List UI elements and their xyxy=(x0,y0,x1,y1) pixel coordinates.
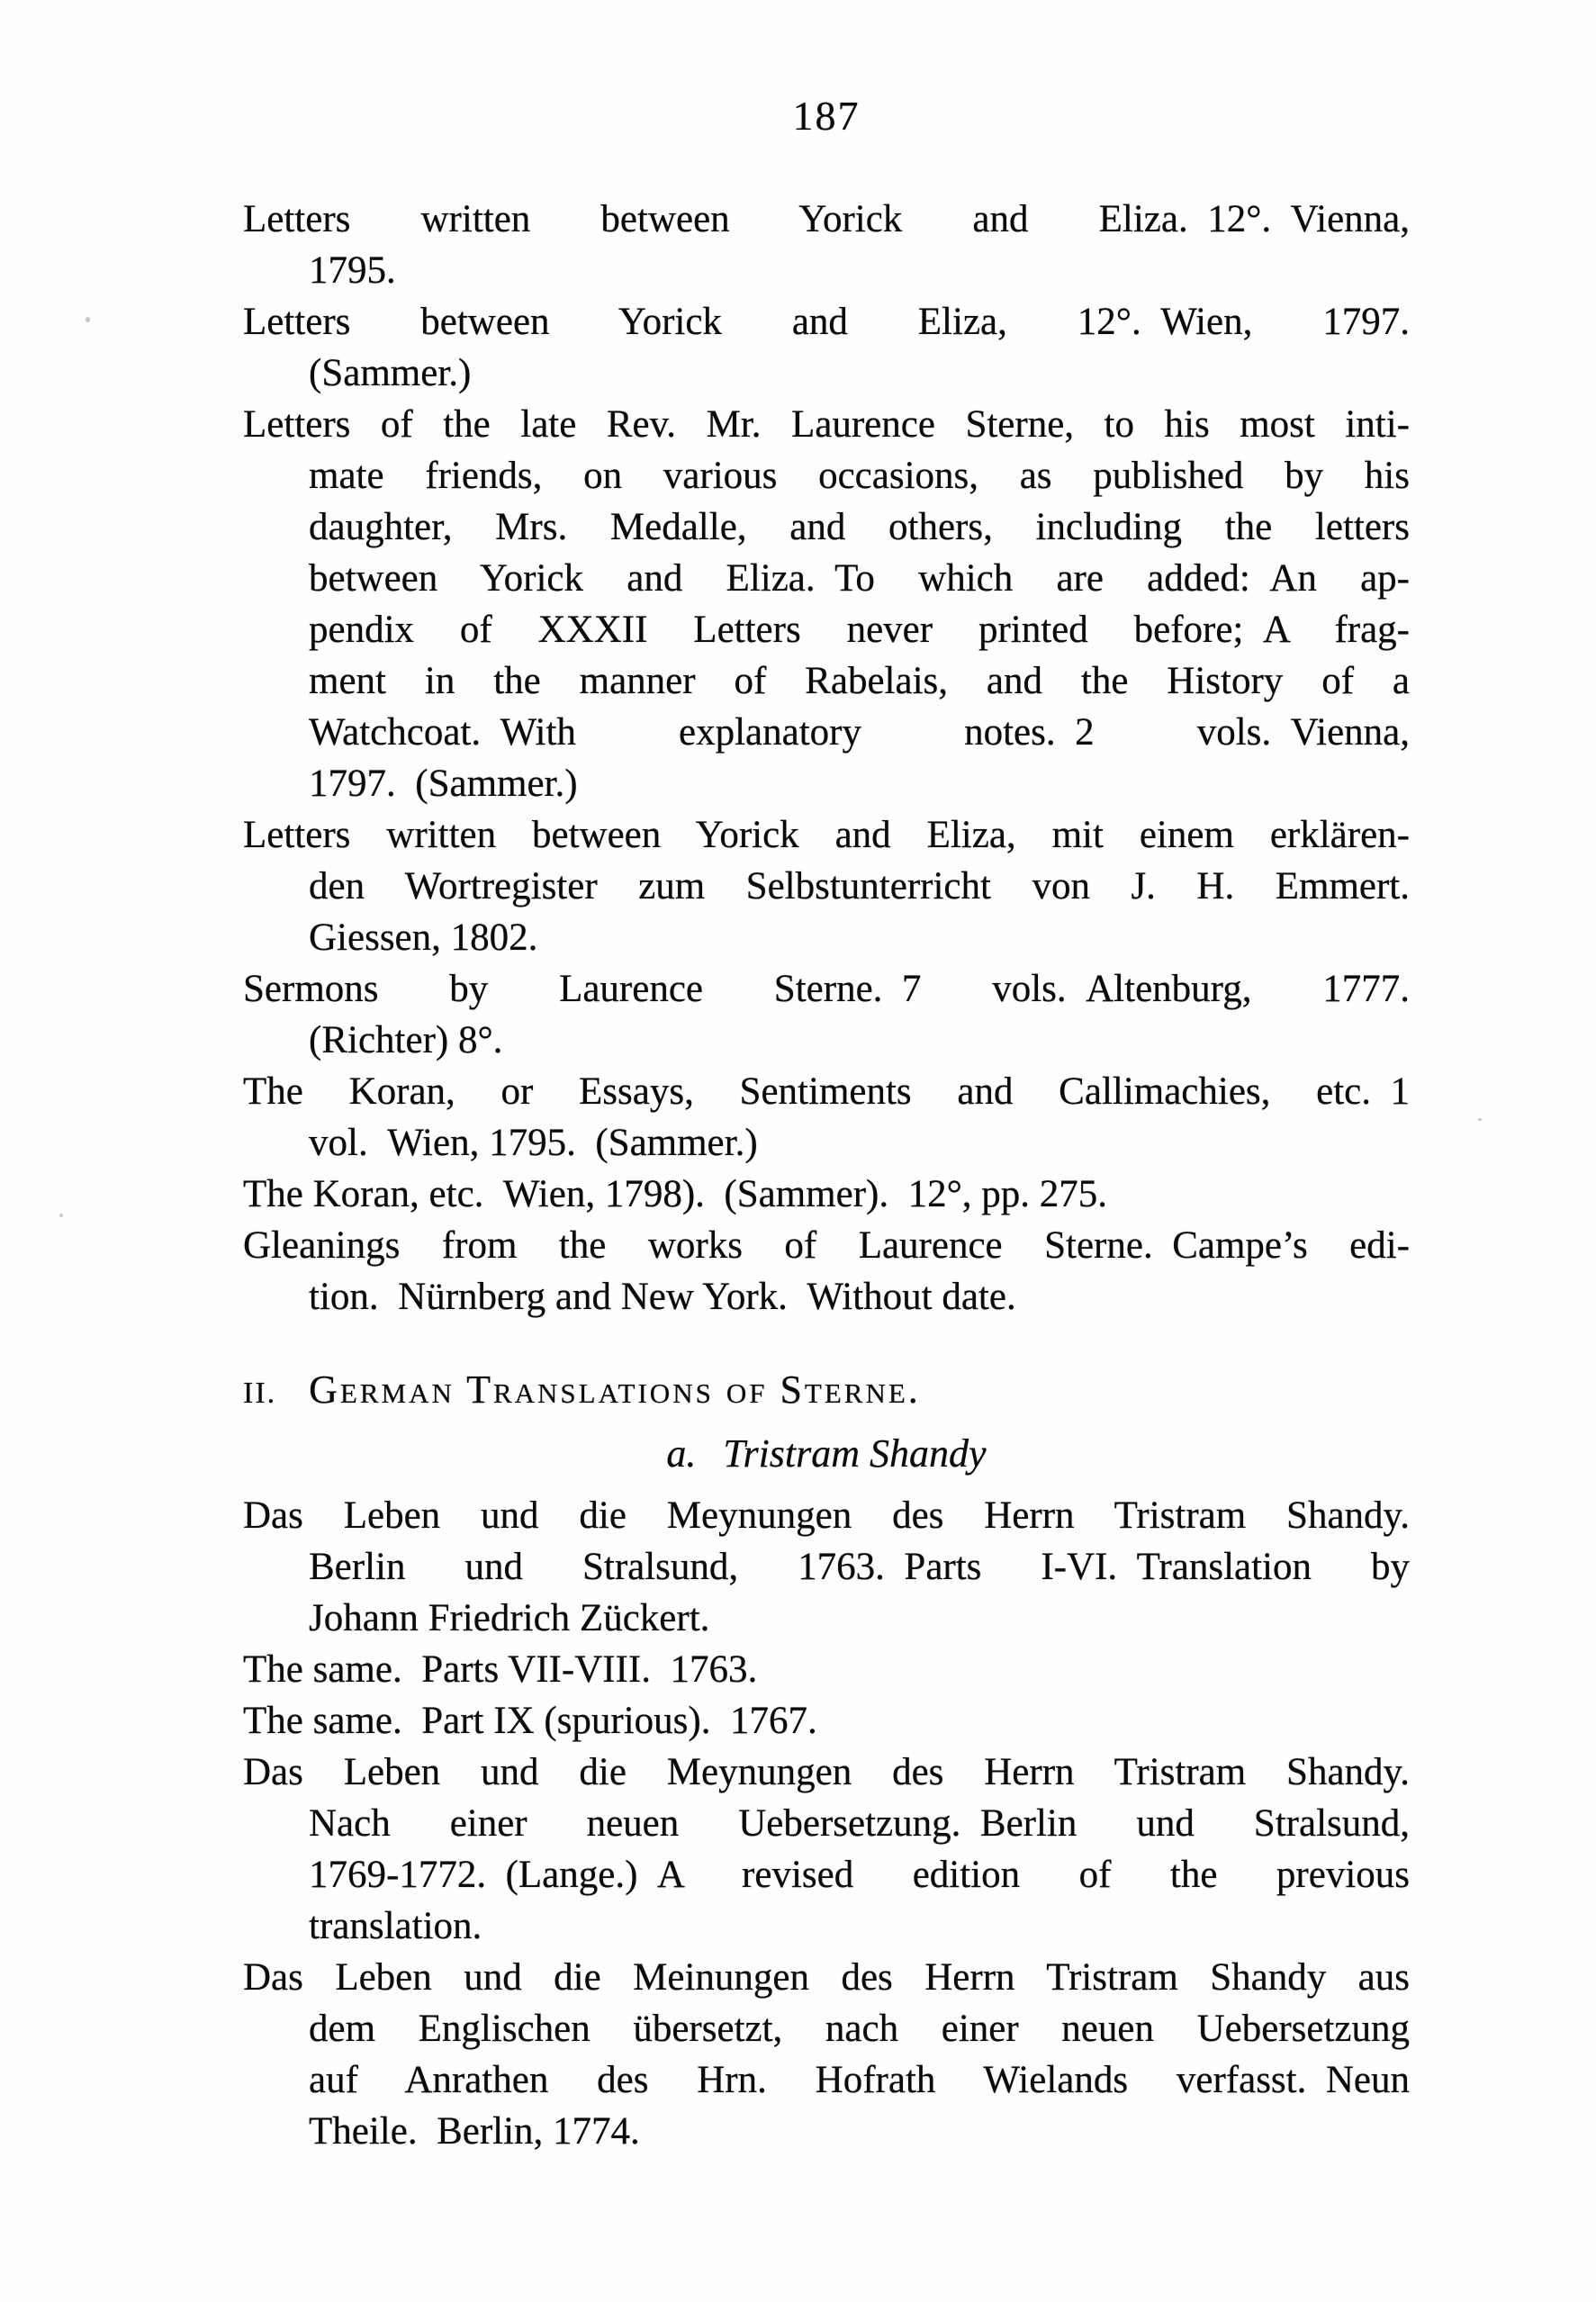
bibliography-entry xyxy=(243,399,1410,809)
entry-line: daughter, Mrs. Medalle, and others, including the letters xyxy=(309,506,1410,548)
entry-line: 1797. (Sammer.) xyxy=(309,763,578,805)
scan-speck xyxy=(1478,1118,1482,1121)
bibliography-entry xyxy=(243,1220,1410,1323)
bibliography-entry xyxy=(243,1066,1410,1169)
bibliography-entry xyxy=(243,1490,1410,1644)
bibliography-entry xyxy=(243,194,1410,296)
section-number: II. xyxy=(243,1377,277,1410)
section-heading xyxy=(243,1364,1410,1419)
bibliography-english-editions xyxy=(243,194,1410,1323)
entry-line: Letters of the late Rev. Mr. Laurence Sterne, to his most inti- xyxy=(243,403,1410,446)
entry-line: Theile. Berlin, 1774. xyxy=(309,2110,640,2153)
entry-line: dem Englischen übersetzt, nach einer neuen Uebersetzung xyxy=(309,2008,1410,2050)
bibliography-entry xyxy=(243,1952,1410,2157)
entry-line: mate friends, on various occasions, as published by his xyxy=(309,455,1410,497)
entry-line: tion. Nürnberg and New York. Without date. xyxy=(309,1276,1016,1318)
entry-line: Watchcoat. With explanatory notes. 2 vols. Vienna, xyxy=(309,711,1410,754)
entry-line: Das Leben und die Meinungen des Herrn Tristram Shandy aus xyxy=(243,1956,1410,1999)
entry-line: Johann Friedrich Zückert. xyxy=(309,1597,710,1639)
bibliography-entry xyxy=(243,809,1410,963)
bibliography-entry xyxy=(243,1747,1410,1952)
entry-line: The same. Parts VII-VIII. 1763. xyxy=(243,1648,758,1691)
entry-line: The Koran, or Essays, Sentiments and Callimachies, etc. 1 xyxy=(243,1070,1410,1113)
subsection-title: Tristram Shandy xyxy=(723,1431,987,1476)
scan-speck xyxy=(86,317,90,322)
entry-line: pendix of XXXII Letters never printed before; A frag- xyxy=(309,609,1410,651)
bibliography-entry xyxy=(243,1169,1410,1220)
subsection-heading xyxy=(243,1428,1410,1479)
entry-line: ment in the manner of Rabelais, and the History of a xyxy=(309,660,1410,702)
entry-line: The same. Part IX (spurious). 1767. xyxy=(243,1700,817,1742)
entry-line: (Richter) 8°. xyxy=(309,1019,503,1061)
entry-line: Gleanings from the works of Laurence Sterne. Campe’s edi- xyxy=(243,1224,1410,1267)
entry-line: Giessen, 1802. xyxy=(309,916,538,959)
bibliography-entry xyxy=(243,1644,1410,1695)
entry-line: translation. xyxy=(309,1905,482,1947)
entry-line: vol. Wien, 1795. (Sammer.) xyxy=(309,1122,758,1164)
page-number: 187 xyxy=(792,93,861,139)
bibliography-entry xyxy=(243,963,1410,1066)
subsection-letter: a. xyxy=(666,1431,697,1476)
entry-line: (Sammer.) xyxy=(309,352,472,394)
entry-line: Das Leben und die Meynungen des Herrn Tristram Shandy. xyxy=(243,1751,1410,1793)
entry-line: 1769-1772. (Lange.) A revised edition of the previous xyxy=(309,1854,1410,1896)
entry-line: den Wortregister zum Selbstunterricht von J. H. Emmert. xyxy=(309,865,1410,907)
entry-line: The Koran, etc. Wien, 1798). (Sammer). 12°, pp. 275. xyxy=(243,1173,1108,1215)
entry-line: Letters written between Yorick and Eliza, mit einem erklären- xyxy=(243,814,1410,856)
entry-line: Letters written between Yorick and Eliza. 12°. Vienna, xyxy=(243,198,1410,240)
page-text-block xyxy=(243,0,1410,2157)
entry-line: Berlin und Stralsund, 1763. Parts I-VI. Translation by xyxy=(309,1546,1410,1588)
entry-line: Nach einer neuen Uebersetzung. Berlin und Stralsund, xyxy=(309,1802,1410,1845)
scan-speck xyxy=(59,1214,63,1217)
entry-line: auf Anrathen des Hrn. Hofrath Wielands verfasst. Neun xyxy=(309,2059,1410,2101)
bibliography-entry xyxy=(243,1695,1410,1747)
entry-line: Sermons by Laurence Sterne. 7 vols. Altenburg, 1777. xyxy=(243,968,1410,1010)
bibliography-german-translations xyxy=(243,1490,1410,2157)
entry-line: between Yorick and Eliza. To which are added: An ap- xyxy=(309,557,1410,600)
entry-line: 1795. xyxy=(309,249,396,292)
entry-line: Letters between Yorick and Eliza, 12°. Wien, 1797. xyxy=(243,301,1410,343)
section-title: German Translations of Sterne. xyxy=(309,1368,921,1412)
entry-line: Das Leben und die Meynungen des Herrn Tristram Shandy. xyxy=(243,1494,1410,1537)
bibliography-entry xyxy=(243,296,1410,399)
